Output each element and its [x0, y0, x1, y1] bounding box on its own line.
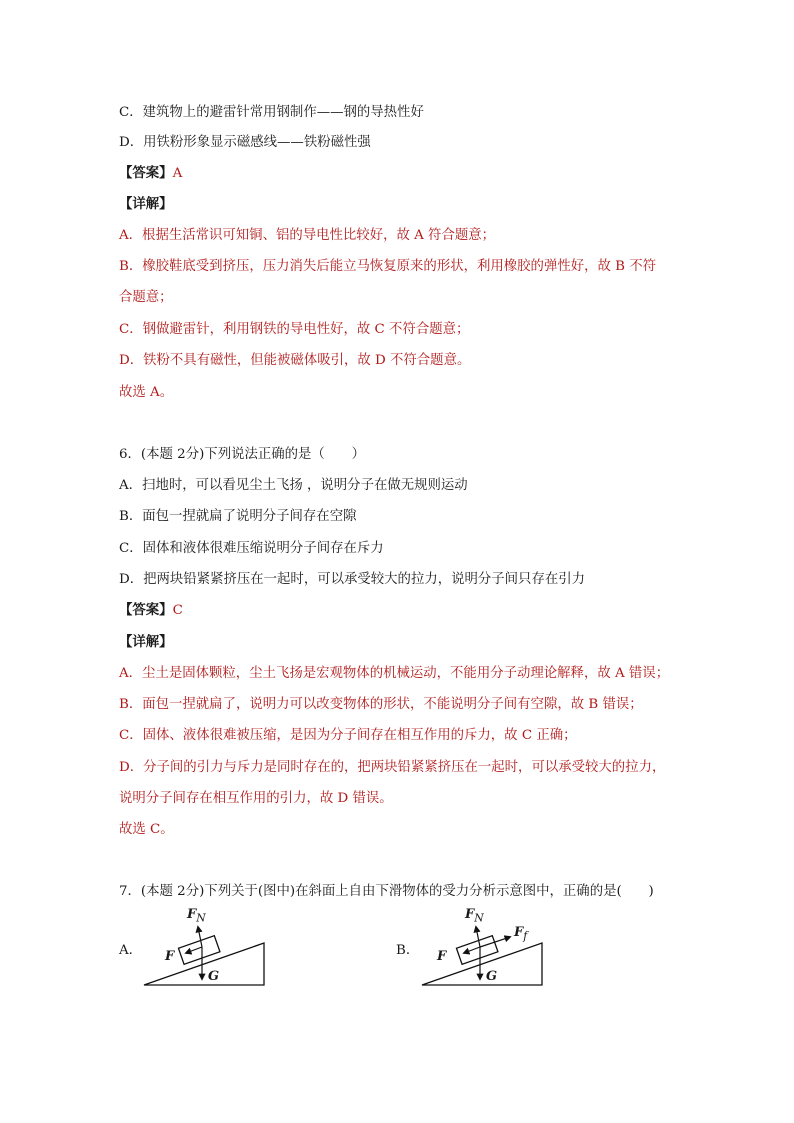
- figure-a: [140, 905, 272, 990]
- q6-detail-line: D．分子间的引力与斥力是同时存在的，把两块铅紧紧挤压在一起时，可以承受较大的拉力，: [119, 760, 666, 775]
- incline-diagram-b: [418, 905, 550, 990]
- q5-choose: 故选 A。: [119, 385, 174, 400]
- answer-value: A: [172, 166, 183, 181]
- figure-b: [418, 905, 550, 990]
- q5-option-d: D．用铁粉形象显示磁感线——铁粉磁性强: [119, 135, 371, 150]
- q6-option-a: A．扫地时，可以看见尘土飞扬 ，说明分子在做无规则运动: [119, 478, 468, 493]
- q5-detail-line: B．橡胶鞋底受到挤压，压力消失后能立马恢复原来的形状，利用橡胶的弹性好，故 B 不符: [119, 259, 657, 274]
- g-label: G: [486, 969, 498, 984]
- f-label: F: [165, 949, 175, 964]
- q6-answer: [119, 600, 183, 621]
- q6-stem: 6．(本题 2分)下列说法正确的是（ ）: [119, 447, 365, 462]
- q5-detail-line: 合题意；: [119, 290, 173, 305]
- q5-detail-line: C．钢做避雷针，利用钢铁的导电性好，故 C 不符合题意；: [119, 322, 470, 337]
- q6-choose: 故选 C。: [119, 822, 174, 837]
- q7-stem: 7．(本题 2分)下列关于(图中)在斜面上自由下滑物体的受力分析示意图中，正确的是( ): [119, 884, 654, 899]
- q5-option-c: C．建筑物上的避雷针常用钢制作——钢的导热性好: [119, 105, 424, 120]
- q6-detail-line: A．尘土是固体颗粒，尘土飞扬是宏观物体的机械运动，不能用分子动理论解释，故 A 错误；: [119, 666, 670, 681]
- q7-option-b-label: B．: [396, 943, 420, 958]
- incline-diagram-a: [140, 905, 272, 990]
- q6-option-b: B．面包一捏就扁了说明分子间存在空隙: [119, 509, 357, 524]
- q6-detail-tag: 【详解】: [119, 634, 173, 650]
- answer-tag: 【答案】: [119, 165, 173, 181]
- q5-detail-line: D．铁粉不具有磁性，但能被磁体吸引，故 D 不符合题意。: [119, 353, 471, 368]
- q6-detail-line: B．面包一捏就扁了，说明力可以改变物体的形状，不能说明分子间有空隙，故 B 错误；: [119, 697, 643, 712]
- f-label: F: [437, 949, 447, 964]
- q5-detail-line: A．根据生活常识可知铜、铝的导电性比较好，故 A 符合题意；: [119, 228, 496, 243]
- q5-detail-tag: 【详解】: [119, 196, 173, 212]
- fn-label: $F_N$: [187, 907, 206, 925]
- q6-detail-line: 说明分子间存在相互作用的引力，故 D 错误。: [119, 791, 393, 806]
- q6-detail-line: C．固体、液体很难被压缩，是因为分子间存在相互作用的斥力，故 C 正确；: [119, 728, 577, 743]
- answer-value: C: [172, 603, 183, 618]
- q6-option-c: C．固体和液体很难压缩说明分子间存在斥力: [119, 541, 384, 556]
- q5-answer: [119, 163, 182, 184]
- answer-tag: 【答案】: [119, 602, 173, 618]
- ff-label: $F_f$: [514, 925, 528, 943]
- q6-option-d: D．把两块铅紧紧挤压在一起时，可以承受较大的拉力，说明分子间只存在引力: [119, 572, 586, 587]
- fn-label: $F_N$: [465, 907, 484, 925]
- q7-option-a-label: A．: [119, 943, 143, 958]
- g-label: G: [208, 969, 220, 984]
